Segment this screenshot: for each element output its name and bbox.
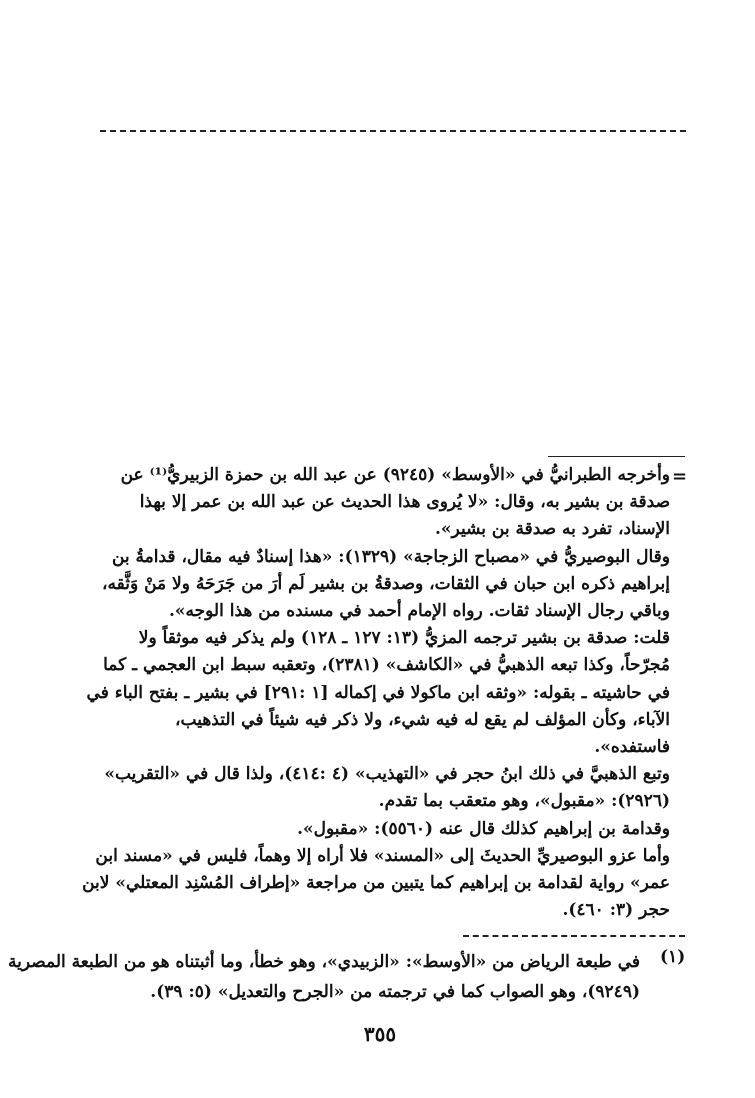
footnote-dashed-separator <box>463 935 685 937</box>
text-line: وتبع الذهبيَّ في ذلك ابنُ حجر في «التهذيب» (٤ :٤١٤)، ولذا قال في «التقريب» <box>104 764 670 785</box>
text-line: عمر» رواية لقدامة بن إبراهيم كما يتبين من مراجعة «إطراف المُسْنِد المعتلي» لابن <box>82 873 670 894</box>
text-line: الإسناد، تفرد به صدقة بن بشير». <box>435 519 670 540</box>
text-line: (٢٩٢٦): «مقبول»، وهو متعقب بما تقدم. <box>378 791 670 812</box>
text-line: وباقي رجال الإسناد ثقات. رواه الإمام أحمد في مسنده من هذا الوجه». <box>168 601 670 622</box>
text-line: وقدامة بن إبراهيم كذلك قال عنه (٥٥٦٠): «مقبول». <box>297 818 670 839</box>
text-line: (٩٢٤٩)، وهو الصواب كما في ترجمته من «الجرح والتعديل» (٥: ٣٩). <box>150 982 640 1002</box>
text-line: في حاشيته ـ بقوله: «وثقه ابن ماكولا في إكماله [١ :٢٩١] في بشير ـ بفتح الباء في <box>86 682 670 703</box>
top-dashed-separator <box>100 130 686 132</box>
page-number: ٣٥٥ <box>363 1022 397 1046</box>
text-line: في طبعة الرياض من «الأوسط»: «الزبيدي»، وهو خطأ، وما أثبتناه هو من الطبعة المصرية <box>8 952 640 972</box>
text-line: فاستفده». <box>594 737 670 758</box>
continuation-mark: = <box>672 466 688 487</box>
footnote-number: (١) <box>660 947 686 967</box>
text-line: مُجرّحاً، وكذا تبعه الذهبيُّ في «الكاشف» (٢٣٨١)، وتعقبه سبط ابن العجمي ـ كما <box>103 655 670 676</box>
text-line: وأما عزو البوصيريِّ الحديثَ إلى «المسند» فلا أراه إلا وهماً، فليس في «مسند ابن <box>95 845 670 866</box>
footnote-continuation-rule <box>548 456 685 457</box>
text-line: صدقة بن بشير به، وقال: «لا يُروى هذا الحديث عن عبد الله بن عمر إلا بهذا <box>139 492 670 513</box>
text-line: قلت: صدقة بن بشير ترجمه المزيُّ (١٣: ١٢٧ ـ ١٢٨) ولم يذكر فيه موثقاً ولا <box>138 628 670 649</box>
text-line: وقال البوصيريُّ في «مصباح الزجاجة» (١٣٢٩): «هذا إسنادٌ فيه مقال، قدامةُ بن <box>111 546 670 567</box>
footnote-text <box>8 947 640 1007</box>
footnote-body-text <box>82 462 670 924</box>
text-line: إبراهيم ذكره ابن حبان في الثقات، وصدقةُ بن بشير لَم أرَ من جَرَحَهُ ولا مَنْ وَثَّقه، <box>102 573 670 594</box>
text-line: الآباء، وكأن المؤلف لم يقع له فيه شيء، ولا ذكر فيه شيئاً في التذهيب، <box>175 709 670 730</box>
text-line: وأخرجه الطبرانيُّ في «الأوسط» (٩٢٤٥) عن عبد الله بن حمزة الزبيريُّ⁽¹⁾ عن <box>120 465 670 485</box>
text-line: حجر (٣: ٤٦٠). <box>562 900 670 921</box>
